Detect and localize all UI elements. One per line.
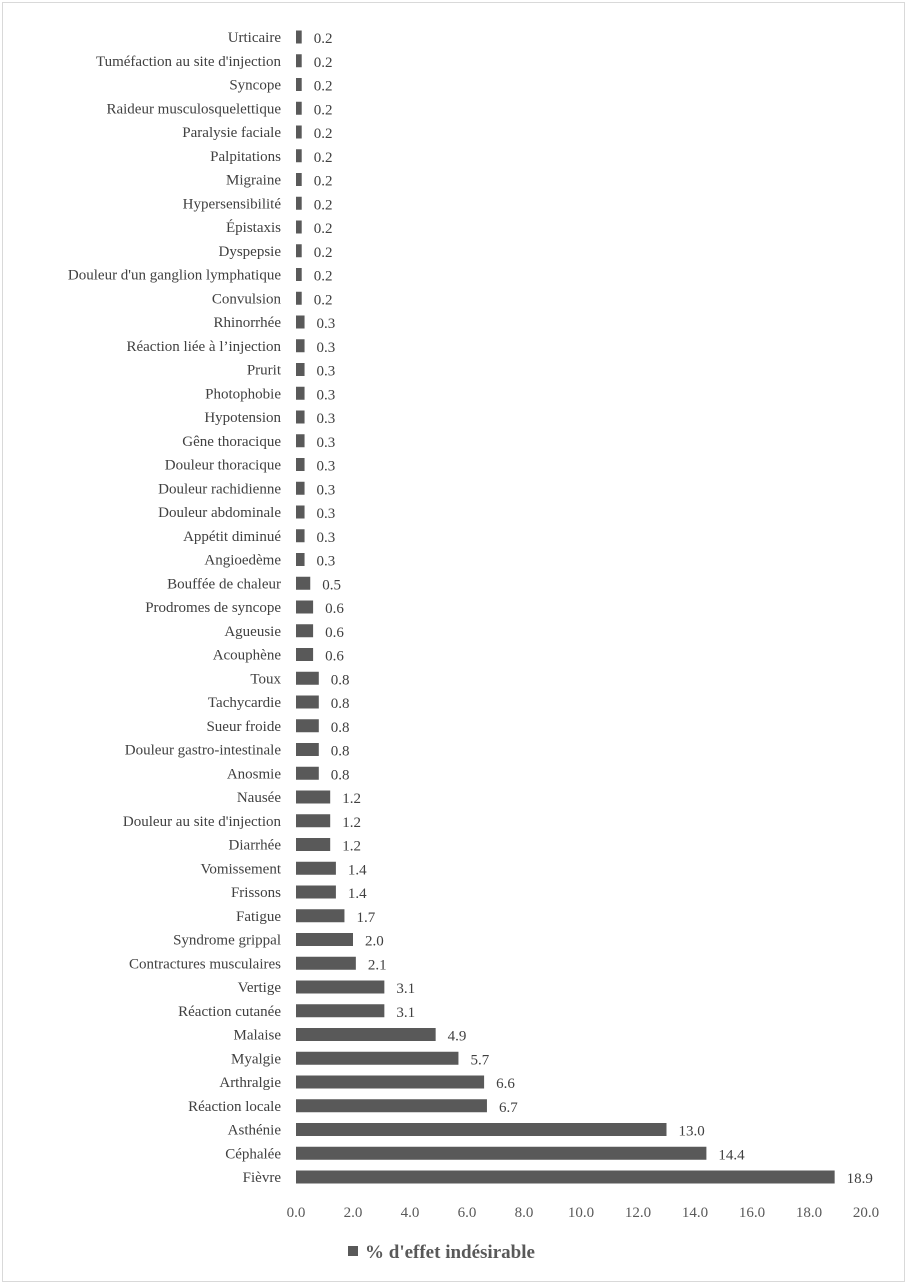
data-label: 13.0 xyxy=(678,1123,705,1140)
x-tick-label: 0.0 xyxy=(286,1205,306,1221)
bar xyxy=(296,126,302,139)
data-label: 0.2 xyxy=(313,102,333,119)
data-label: 0.8 xyxy=(330,696,350,712)
category-label: Gêne thoracique xyxy=(182,433,281,450)
data-label: 6.6 xyxy=(496,1076,515,1092)
bar xyxy=(296,149,302,162)
data-label: 0.8 xyxy=(330,719,350,736)
data-label: 0.3 xyxy=(316,434,336,451)
category-label: Douleur gastro-intestinale xyxy=(124,742,281,759)
bar xyxy=(296,672,319,685)
bar xyxy=(296,363,305,376)
data-label: 0.6 xyxy=(325,601,344,617)
category-label: Hypersensibilité xyxy=(182,196,281,213)
bar xyxy=(296,838,330,851)
bar xyxy=(296,791,330,804)
legend-label: % d'effet indésirable xyxy=(365,1242,535,1263)
bar xyxy=(296,981,384,994)
bar xyxy=(296,506,305,519)
category-label: Raideur musculosquelettique xyxy=(106,101,281,118)
data-label: 0.2 xyxy=(313,173,333,190)
data-label: 0.3 xyxy=(316,339,336,356)
x-tick-label: 2.0 xyxy=(343,1205,363,1221)
data-label: 0.8 xyxy=(330,767,350,784)
category-label: Syncope xyxy=(229,77,281,94)
bar xyxy=(296,601,313,614)
bar xyxy=(296,1123,667,1136)
data-label: 5.7 xyxy=(470,1052,490,1069)
data-label: 4.9 xyxy=(447,1028,467,1045)
category-label: Migraine xyxy=(226,172,281,189)
category-label: Hypotension xyxy=(204,410,281,426)
bar xyxy=(296,957,356,970)
bar xyxy=(296,933,353,946)
category-label: Dyspepsie xyxy=(218,243,281,260)
x-tick-label: 14.0 xyxy=(681,1205,709,1221)
data-label: 0.3 xyxy=(316,363,336,380)
category-label: Vertige xyxy=(237,980,281,996)
data-label: 0.3 xyxy=(316,482,336,499)
x-tick-label: 4.0 xyxy=(400,1205,420,1221)
x-tick-label: 10.0 xyxy=(567,1205,595,1221)
data-label: 3.1 xyxy=(396,1004,416,1021)
data-label: 1.2 xyxy=(342,814,361,831)
data-label: 1.2 xyxy=(342,791,361,807)
category-label: Bouffée de chaleur xyxy=(167,576,281,593)
data-label: 0.2 xyxy=(313,126,333,142)
data-label: 0.3 xyxy=(316,411,336,427)
bar xyxy=(296,482,305,495)
bar xyxy=(296,54,302,67)
category-label: Sueur froide xyxy=(206,718,281,735)
x-tick-label: 18.0 xyxy=(795,1205,823,1221)
data-label: 2.1 xyxy=(367,957,387,974)
bar xyxy=(296,1004,384,1017)
category-label: Frissons xyxy=(230,885,281,901)
category-label: Asthénie xyxy=(227,1122,281,1139)
category-label: Prurit xyxy=(246,362,281,379)
x-tick-label: 8.0 xyxy=(514,1205,534,1221)
category-label: Réaction locale xyxy=(188,1098,281,1115)
bar xyxy=(296,624,313,637)
category-label: Réaction cutanée xyxy=(178,1003,281,1020)
category-label: Tuméfaction au site d'injection xyxy=(95,53,281,70)
category-label: Fièvre xyxy=(242,1170,281,1186)
bar xyxy=(296,1076,484,1089)
category-label: Réaction liée à l’injection xyxy=(126,338,281,355)
bar xyxy=(296,1099,487,1112)
data-label: 0.2 xyxy=(313,31,333,47)
bar xyxy=(296,886,336,899)
bar xyxy=(296,814,330,827)
data-label: 6.7 xyxy=(498,1099,518,1116)
category-label: Nausée xyxy=(236,790,281,806)
bar xyxy=(296,767,319,780)
category-label: Vomissement xyxy=(200,861,281,878)
data-label: 0.3 xyxy=(316,506,336,522)
legend-swatch xyxy=(348,1246,358,1256)
bar xyxy=(296,316,305,329)
bar xyxy=(296,78,302,91)
category-label: Anosmie xyxy=(226,766,281,783)
bar xyxy=(296,173,302,186)
category-label: Palpitations xyxy=(210,148,281,165)
data-label: 0.3 xyxy=(316,458,336,475)
x-tick-label: 16.0 xyxy=(738,1205,766,1221)
category-label: Toux xyxy=(250,671,281,688)
category-label: Douleur rachidienne xyxy=(158,481,281,498)
category-label: Malaise xyxy=(233,1027,281,1044)
bar xyxy=(296,529,305,542)
category-label: Rhinorrhée xyxy=(213,315,281,331)
category-label: Douleur abdominale xyxy=(158,505,281,521)
x-tick-label: 6.0 xyxy=(457,1205,477,1221)
data-label: 0.3 xyxy=(316,387,336,404)
category-label: Douleur thoracique xyxy=(164,457,281,474)
data-label: 0.3 xyxy=(316,553,336,570)
data-label: 0.2 xyxy=(313,221,333,237)
category-label: Paralysie faciale xyxy=(182,125,281,141)
data-label: 0.3 xyxy=(316,529,336,546)
category-label: Épistaxis xyxy=(226,220,281,236)
category-label: Fatigue xyxy=(236,908,281,925)
category-label: Douleur au site d'injection xyxy=(122,813,281,830)
bar xyxy=(296,339,305,352)
data-label: 0.2 xyxy=(313,197,333,214)
bar xyxy=(296,1147,706,1160)
bar xyxy=(296,1052,458,1065)
bar xyxy=(296,434,305,447)
bar xyxy=(296,411,305,424)
bar xyxy=(296,553,305,566)
category-label: Convulsion xyxy=(211,291,281,308)
bar xyxy=(296,719,319,732)
data-label: 14.4 xyxy=(718,1147,745,1164)
bar xyxy=(296,292,302,305)
x-tick-label: 12.0 xyxy=(624,1205,652,1221)
data-label: 0.8 xyxy=(330,672,350,689)
bar xyxy=(296,909,344,922)
data-label: 0.2 xyxy=(313,149,333,166)
data-label: 0.2 xyxy=(313,78,333,95)
category-label: Angioedème xyxy=(204,552,281,569)
data-label: 1.4 xyxy=(347,886,367,902)
category-label: Appétit diminué xyxy=(183,528,281,545)
data-label: 0.6 xyxy=(325,648,344,665)
data-label: 0.5 xyxy=(322,577,341,594)
bar xyxy=(296,577,310,590)
data-label: 0.6 xyxy=(325,624,344,641)
x-tick-label: 20.0 xyxy=(852,1205,880,1221)
bar xyxy=(296,387,305,400)
category-label: Tachycardie xyxy=(207,695,281,711)
category-label: Acouphène xyxy=(212,647,281,664)
bar xyxy=(296,862,336,875)
bar xyxy=(296,696,319,709)
category-label: Douleur d'un ganglion lymphatique xyxy=(67,267,281,284)
category-label: Contractures musculaires xyxy=(128,956,281,973)
data-label: 1.7 xyxy=(356,909,376,926)
bar xyxy=(296,102,302,115)
category-label: Photophobie xyxy=(205,386,281,403)
category-label: Diarrhée xyxy=(228,837,281,854)
category-label: Agueusie xyxy=(224,623,281,640)
bar xyxy=(296,268,302,281)
bar xyxy=(296,743,319,756)
bar xyxy=(296,458,305,471)
category-label: Arthralgie xyxy=(219,1075,281,1091)
data-label: 2.0 xyxy=(365,933,384,950)
bar xyxy=(296,648,313,661)
data-label: 0.3 xyxy=(316,316,336,332)
bar xyxy=(296,221,302,234)
bar xyxy=(296,1171,835,1184)
category-label: Syndrome grippal xyxy=(173,932,281,949)
category-label: Urticaire xyxy=(227,30,281,46)
data-label: 0.2 xyxy=(313,54,333,71)
data-label: 0.8 xyxy=(330,743,350,760)
data-label: 0.2 xyxy=(313,292,333,309)
data-label: 0.2 xyxy=(313,244,333,261)
bar xyxy=(296,1028,436,1041)
category-label: Céphalée xyxy=(225,1146,281,1163)
category-label: Myalgie xyxy=(231,1051,281,1068)
bar xyxy=(296,31,302,44)
data-label: 1.2 xyxy=(342,838,361,855)
data-label: 0.2 xyxy=(313,268,333,285)
bar xyxy=(296,197,302,210)
bar xyxy=(296,244,302,257)
data-label: 18.9 xyxy=(846,1171,873,1187)
data-label: 3.1 xyxy=(396,981,416,997)
category-label: Prodromes de syncope xyxy=(145,600,281,616)
data-label: 1.4 xyxy=(347,862,367,879)
